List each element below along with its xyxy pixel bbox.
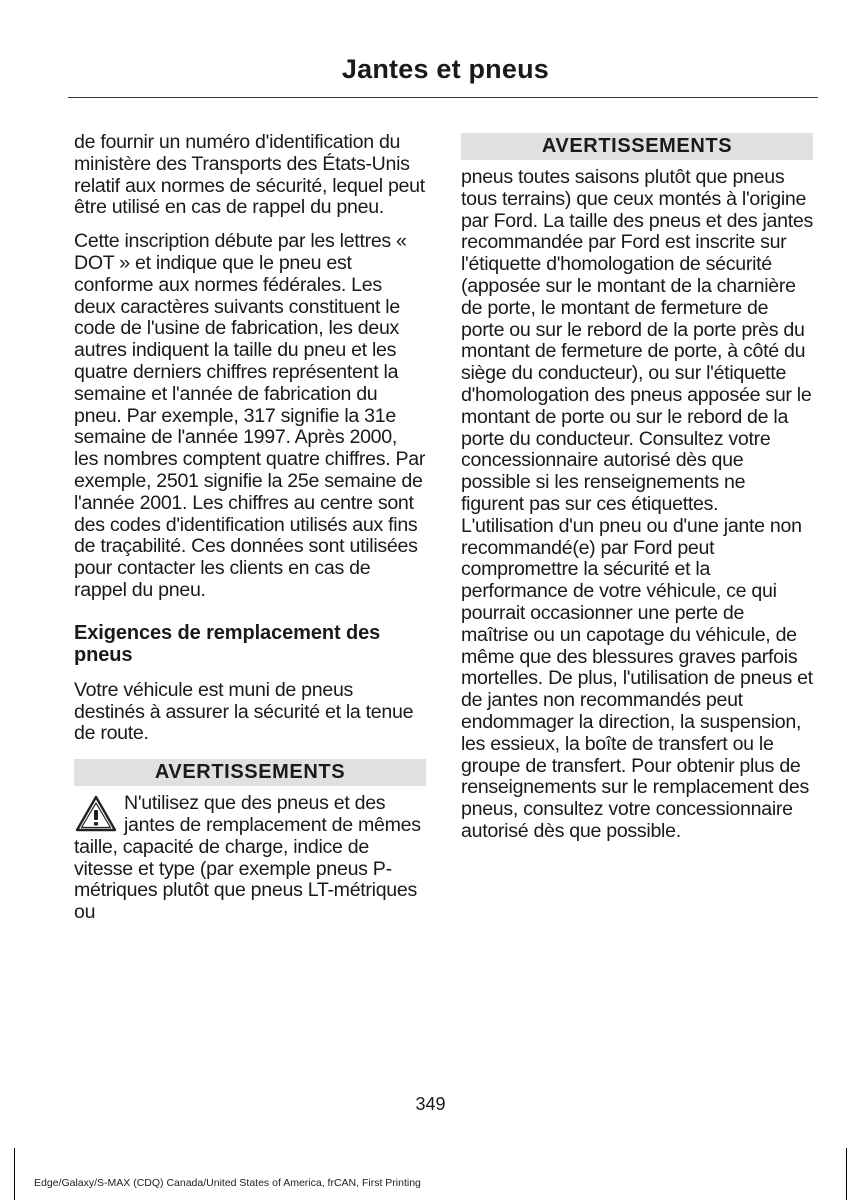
page-title: Jantes et pneus (341, 54, 549, 84)
page-number: 349 (415, 1094, 446, 1114)
warning-triangle-icon (74, 794, 118, 834)
crop-mark-right (846, 1148, 847, 1200)
dot-code-paragraph: Cette inscription débute par les lettres « DOT » et indique que le pneu est conforme aux normes fédérales. Les deux caractères suivants constituent le code de l'usine de fabrication, les deux autres indiquent la taille du pneu et les quatre derniers chiffres représentent la semaine et l'année de fabrication du pneu. Par exemple, 317 signifie la 31e semaine de l'année 1997. Après 2000, les nombres comptent quatre chiffres. Par exemple, 2501 signifie la 25e semaine de l'année 2001. Les chiffres au centre sont des codes d'identification utilisés aux fins de traçabilité. Ces données sont utilisées pour contacter les clients en cas de rappel du pneu. (74, 230, 426, 601)
warning-title-bar: AVERTISSEMENTS (74, 759, 426, 786)
warning-text-continued: pneus toutes saisons plutôt que pneus tous terrains) que ceux montés à l'origine par Ford. La taille des pneus et des jantes recommandée par Ford est inscrite sur l'étiquette d'homologation de sécurité (apposée sur le montant de la charnière de porte, le montant de fermeture de porte ou sur le rebord de la porte près du montant de fermeture de porte, à côté du siège du conducteur), ou sur l'étiquette d'homologation des pneus apposée sur le montant de porte ou sur le rebord de la porte du conducteur. Consultez votre concessionnaire autorisé dès que possible si les renseignements ne figurent pas sur ces étiquettes. L'utilisation d'un pneu ou d'une jante non recommandé(e) par Ford peut compromettre la sécurité et la performance de votre véhicule, ce qui pourrait occasionner une perte de maîtrise ou un capotage du véhicule, de même que des blessures graves parfois mortelles. De plus, l'utilisation de pneus et de jantes non recommandés peut endommager la direction, la suspension, les essieux, la boîte de transfert ou le groupe de transfert. Pour obtenir plus de renseignements sur le remplacement des pneus, consultez votre concessionnaire autorisé dès que possible. (461, 166, 813, 842)
left-column (74, 132, 426, 936)
warning-text: N'utilisez que des pneus et des jantes de remplacement de mêmes taille, capacité de charge, indice de vitesse et type (par exemple pneus P-métriques plutôt que pneus LT-métriques ou (74, 792, 421, 924)
warning-title-bar-continued: AVERTISSEMENTS (461, 133, 813, 160)
warning-box (74, 793, 426, 924)
crop-mark-left (14, 1148, 15, 1200)
footer-text: Edge/Galaxy/S-MAX (CDQ) Canada/United States of America, frCAN, First Printing (34, 1177, 421, 1189)
tire-requirement-paragraph: Votre véhicule est muni de pneus destinés à assurer la sécurité et la tenue de route. (74, 678, 414, 745)
section-heading: Exigences de remplacement des pneus (74, 621, 381, 666)
header-divider (68, 97, 818, 98)
right-column (461, 133, 813, 855)
intro-paragraph: de fournir un numéro d'identification du ministère des Transports des États-Unis relatif aux normes de sécurité, lequel peut être utilisé en cas de rappel du pneu. (74, 131, 425, 219)
